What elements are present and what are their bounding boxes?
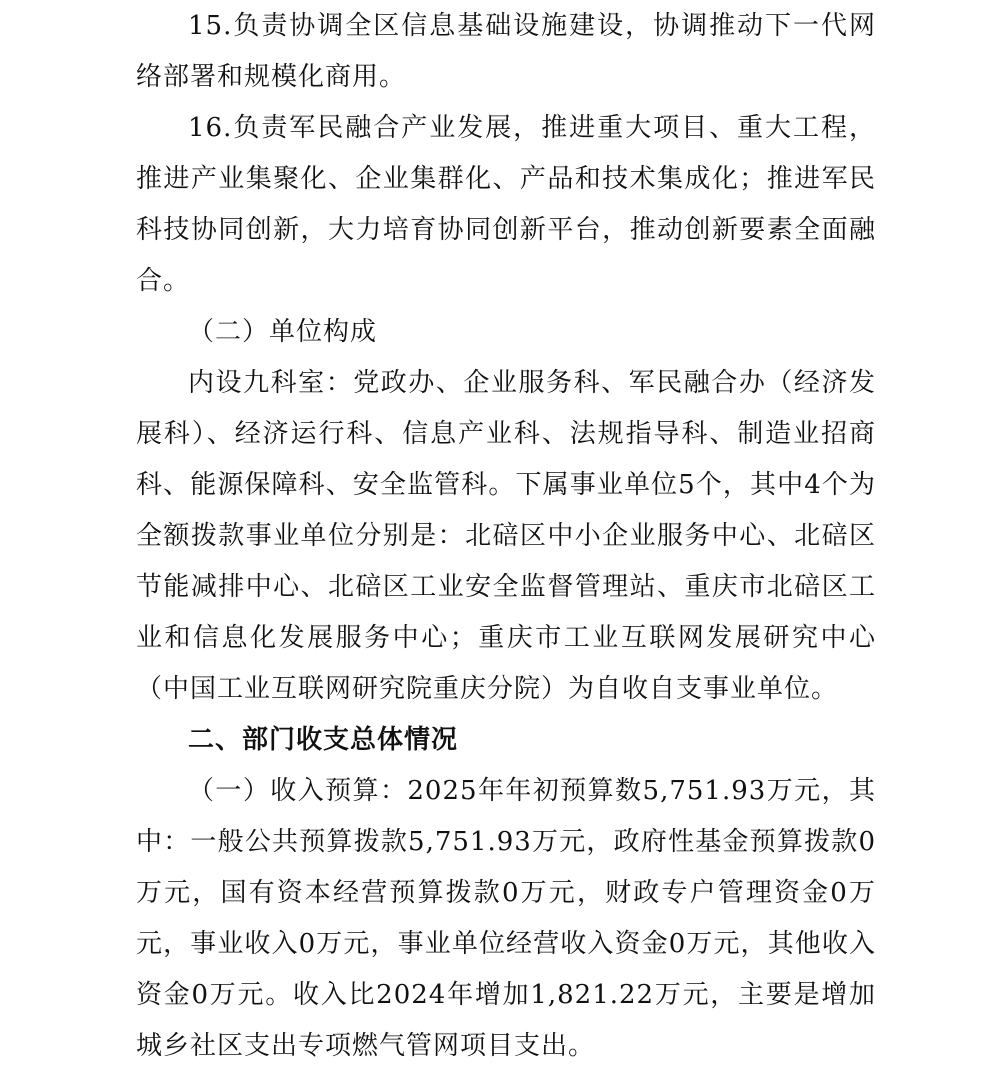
document-page (136, 0, 876, 1072)
section-heading-budget-overview: 二、部门收支总体情况 (188, 725, 459, 755)
paragraph-unit-composition: 内设九科室：党政办、企业服务科、军民融合办（经济发展科）、经济运行科、信息产业科、法规指导科、制造业招商科、能源保障科、安全监管科。下属事业单位5个，其中4个为全额拨款事业单位分别是：北碚区中小企业服务中心、北碚区节能减排中心、北碚区工业安全监督管理站、重庆市北碚区工业和信息化发展服务中心；重庆市工业互联网发展研究中心（中国工业互联网研究院重庆分院）为自收自支事业单位。 (136, 368, 876, 704)
paragraph-income-budget: （一）收入预算：2025年年初预算数5,751.93万元，其中：一般公共预算拨款5,751.93万元，政府性基金预算拨款0万元，国有资本经营预算拨款0万元，财政专户管理资金0万元，事业收入0万元，事业单位经营收入资金0万元，其他收入资金0万元。收入比2024年增加1,821.22万元，主要是增加城乡社区支出专项燃气管网项目支出。 (136, 776, 876, 1061)
subheading-unit-composition: （二）单位构成 (188, 317, 378, 347)
paragraph-item-16: 16.负责军民融合产业发展，推进重大项目、重大工程，推进产业集聚化、企业集群化、产品和技术集成化；推进军民科技协同创新，大力培育协同创新平台，推动创新要素全面融合。 (136, 113, 876, 296)
paragraph-item-15: 15.负责协调全区信息基础设施建设，协调推动下一代网络部署和规模化商用。 (136, 11, 876, 92)
